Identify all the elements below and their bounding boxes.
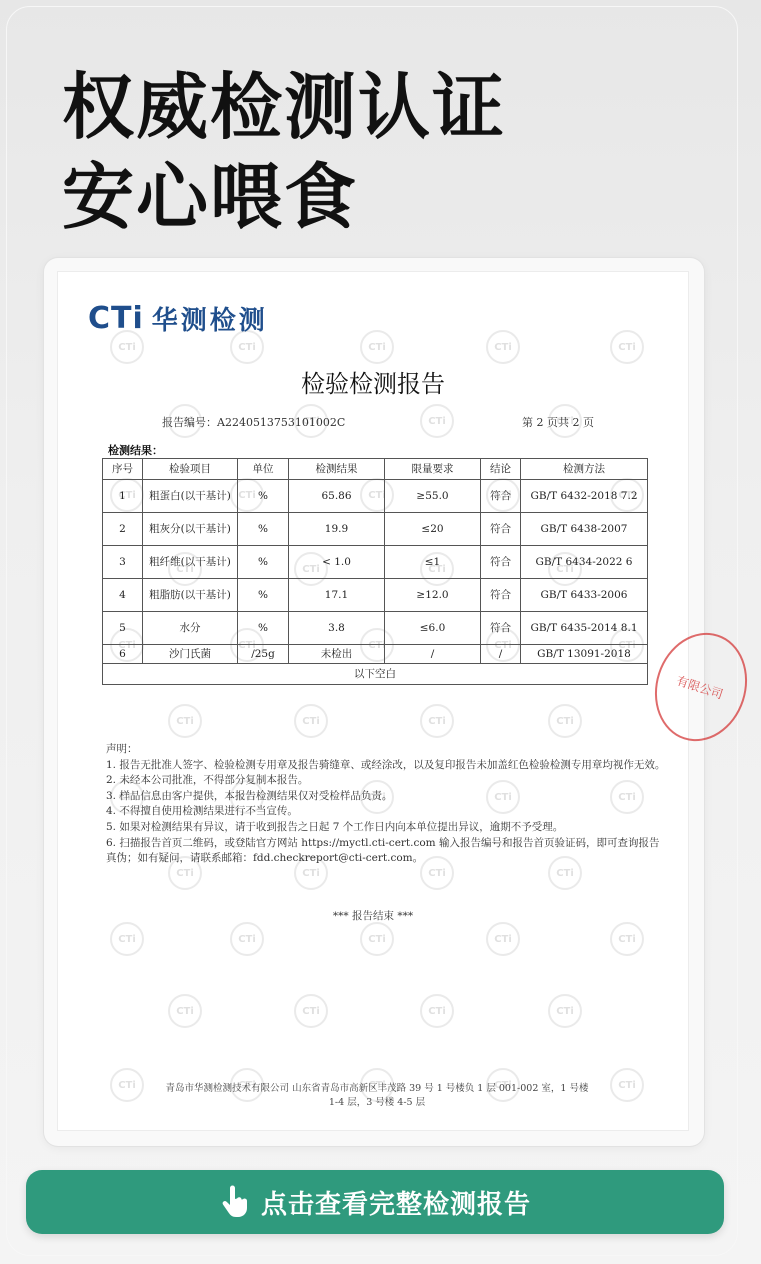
table-cell: % (238, 579, 289, 612)
table-cell: 粗灰分(以干基计) (143, 513, 238, 546)
table-cell: 符合 (481, 513, 521, 546)
table-header-cell: 检测结果 (289, 459, 385, 480)
watermark-layer (58, 272, 688, 1130)
table-cell: 19.9 (289, 513, 385, 546)
statement-line: 6. 扫描报告首页二维码，或登陆官方网站 https://myctl.cti-cert.com 输入报告编号和报告首页验证码，即可查询报告真伪；如有疑问，请联系邮箱：fdd.checkreport@cti-cert.com。 (106, 836, 660, 865)
table-cell: < 1.0 (289, 546, 385, 579)
table-cell: 粗脂肪(以干基计) (143, 579, 238, 612)
table-cell: % (238, 480, 289, 513)
headline-line-1: 权威检测认证 (62, 65, 507, 149)
table-cell: 符合 (481, 546, 521, 579)
table-row (103, 645, 648, 664)
table-cell: 5 (103, 612, 143, 645)
table-cell: 1 (103, 480, 143, 513)
table-cell: 符合 (481, 612, 521, 645)
statement-line: 5. 如果对检测结果有异议，请于收到报告之日起 7 个工作日内向本单位提出异议，逾期不予受理。 (106, 820, 564, 833)
table-cell: GB/T 6432-2018 7.2 (521, 480, 648, 513)
table-header-cell: 检测方法 (521, 459, 648, 480)
table-cell: 未检出 (289, 645, 385, 664)
table-cell: 粗蛋白(以干基计) (143, 480, 238, 513)
report-title: 检验检测报告 (301, 370, 445, 398)
hand-pointer-icon (219, 1185, 249, 1219)
table-cell: 粗纤维(以干基计) (143, 546, 238, 579)
results-table (102, 458, 648, 685)
table-header-cell: 结论 (481, 459, 521, 480)
watermark-icon (420, 994, 454, 1028)
table-cell: % (238, 513, 289, 546)
watermark-icon (548, 704, 582, 738)
table-cell: 3 (103, 546, 143, 579)
statement-line: 4. 不得擅自使用检测结果进行不当宣传。 (106, 805, 298, 818)
table-cell: 4 (103, 579, 143, 612)
watermark-icon (230, 922, 264, 956)
watermark-icon (360, 330, 394, 364)
watermark-icon (486, 922, 520, 956)
logo-text: 华测检测 (151, 306, 268, 336)
cta-label: 点击查看完整检测报告 (260, 1189, 531, 1220)
watermark-icon (420, 404, 454, 438)
table-cell: GB/T 13091-2018 (521, 645, 648, 664)
table-cell: GB/T 6435-2014 8.1 (521, 612, 648, 645)
table-cell: 3.8 (289, 612, 385, 645)
cti-logo (88, 300, 268, 337)
table-cell: 符合 (481, 579, 521, 612)
table-cell: 符合 (481, 480, 521, 513)
table-header-row (103, 459, 648, 480)
table-row (103, 513, 648, 546)
table-cell: GB/T 6434-2022 6 (521, 546, 648, 579)
table-cell: ≤6.0 (385, 612, 481, 645)
report-statement (106, 742, 666, 867)
watermark-icon (294, 994, 328, 1028)
watermark-icon (610, 922, 644, 956)
test-report-document (58, 272, 725, 1130)
watermark-icon (610, 330, 644, 364)
table-cell: 2 (103, 513, 143, 546)
watermark-icon (294, 704, 328, 738)
watermark-icon (168, 994, 202, 1028)
table-blank-row (103, 664, 648, 685)
table-row (103, 546, 648, 579)
watermark-icon (168, 704, 202, 738)
table-cell: 17.1 (289, 579, 385, 612)
table-cell: ≤20 (385, 513, 481, 546)
statement-line: 1. 报告无批准人签字、检验检测专用章及报告骑缝章、或经涂改，以及复印报告未加盖红色检验检测专用章均视作无效。 (106, 758, 666, 771)
table-cell: 6 (103, 645, 143, 664)
table-header-cell: 序号 (103, 459, 143, 480)
report-end-mark: *** 报告结束 *** (332, 910, 414, 922)
statement-line: 3. 样品信息由客户提供，本报告检测结果仅对受检样品负责。 (106, 789, 393, 802)
table-cell: GB/T 6438-2007 (521, 513, 648, 546)
table-cell: / (481, 645, 521, 664)
table-row (103, 579, 648, 612)
table-header-cell: 限量要求 (385, 459, 481, 480)
table-cell: /25g (238, 645, 289, 664)
headline-line-2: 安心喂食 (62, 155, 359, 239)
table-cell: / (385, 645, 481, 664)
company-address: 青岛市华测检测技术有限公司 山东省青岛市高新区丰茂路 39 号 1 号楼负 1 层 001-002 室，1 号楼 1-4 层，3 号楼 4-5 层 (165, 1083, 589, 1108)
table-cell: GB/T 6433-2006 (521, 579, 648, 612)
report-number: 报告编号：A2240513753101002C (162, 416, 346, 429)
table-header-cell: 检验项目 (143, 459, 238, 480)
table-cell: ≥12.0 (385, 579, 481, 612)
statement-line: 2. 未经本公司批准，不得部分复制本报告。 (106, 774, 309, 787)
watermark-icon (548, 994, 582, 1028)
watermark-icon (110, 922, 144, 956)
watermark-icon (360, 922, 394, 956)
results-heading: 检测结果： (108, 444, 163, 457)
statement-line: 声明： (106, 743, 138, 755)
table-row (103, 480, 648, 513)
blank-note: 以下空白 (103, 664, 648, 685)
table-header-cell: 单位 (238, 459, 289, 480)
view-full-report-button[interactable] (26, 1170, 724, 1234)
table-cell: 水分 (143, 612, 238, 645)
table-row (103, 612, 648, 645)
table-cell: ≥55.0 (385, 480, 481, 513)
watermark-icon (610, 1068, 644, 1102)
table-cell: % (238, 612, 289, 645)
table-cell: % (238, 546, 289, 579)
stamp-text: 有限公司 (674, 673, 725, 702)
table-cell: 65.86 (289, 480, 385, 513)
watermark-icon (486, 330, 520, 364)
logo-mark: CTi (88, 301, 144, 336)
watermark-icon (110, 1068, 144, 1102)
watermark-icon (420, 704, 454, 738)
table-cell: 沙门氏菌 (143, 645, 238, 664)
table-cell: ≤1 (385, 546, 481, 579)
page-headline (62, 62, 506, 242)
page-count: 第 2 页共 2 页 (522, 416, 594, 429)
company-seal-stamp (641, 621, 761, 753)
